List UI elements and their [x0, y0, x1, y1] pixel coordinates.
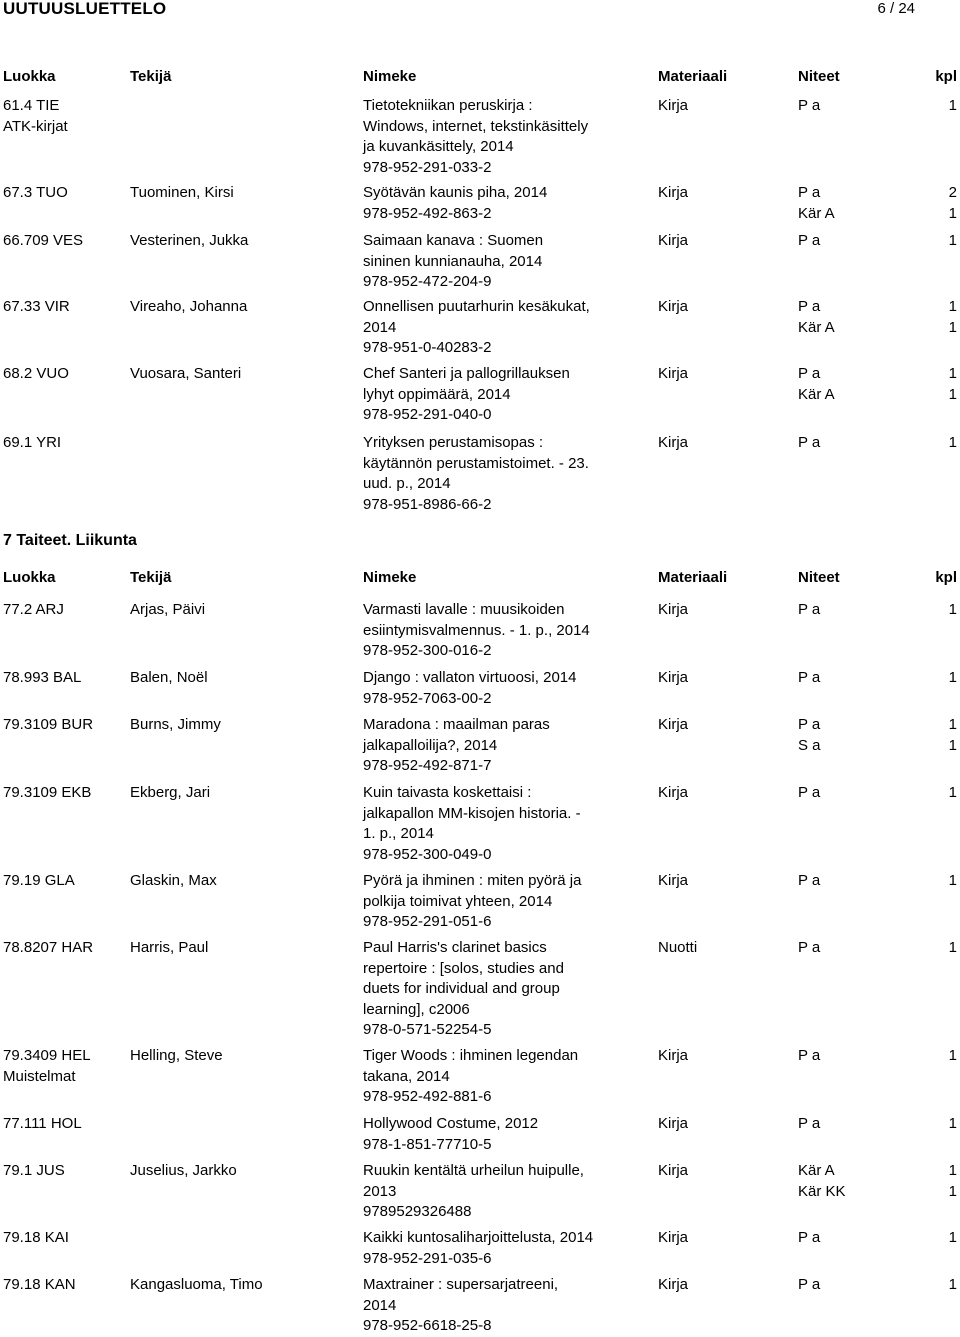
entry-material-line: Kirja	[658, 716, 689, 733]
entry-copies-location	[798, 600, 918, 621]
entry-copies-location-line: Kär A	[798, 1162, 835, 1179]
entry-class	[3, 1228, 128, 1249]
entry-copies-location	[798, 871, 918, 892]
entry-material	[658, 783, 798, 804]
entry-material-line: Kirja	[658, 669, 689, 686]
entry-material-line: Kirja	[658, 434, 689, 451]
entry-copies-location-line: P a	[798, 716, 821, 733]
entry-author-line: Helling, Steve	[130, 1047, 223, 1064]
column-header-row	[0, 67, 960, 87]
entry-copies-location-line: Kär A	[798, 204, 835, 222]
entry-title-line: 9789529326488	[363, 1203, 472, 1220]
entry-title-line: 978-1-851-77710-5	[363, 1135, 492, 1153]
entry-author-line: Juselius, Jarkko	[130, 1162, 237, 1179]
entry-material	[658, 297, 798, 318]
entry-title-line: käytännön perustamistoimet. - 23.	[363, 454, 589, 472]
entry-copies-location-line: P a	[798, 601, 821, 618]
entry-count	[917, 364, 957, 405]
entry-copies-location	[798, 96, 918, 117]
col-header-niteet: Niteet	[798, 68, 840, 85]
entry-class	[3, 871, 128, 892]
entry-count	[917, 783, 957, 804]
entry-author-line: Balen, Noël	[130, 669, 208, 686]
entry-title	[363, 668, 653, 709]
entry-title-line: 2013	[363, 1182, 397, 1200]
entry-class	[3, 938, 128, 959]
entry-material	[658, 1114, 798, 1135]
entry-copies-location-line: P a	[798, 1047, 821, 1064]
entry-author	[130, 231, 360, 252]
entry-title-line: 2014	[363, 318, 397, 336]
entry-copies-location-line: P a	[798, 1276, 821, 1293]
entry-title-line: 2014	[363, 1296, 397, 1314]
section-title: 7 Taiteet. Liikunta	[3, 532, 137, 549]
col-header-luokka: Luokka	[3, 569, 56, 586]
entry-title-line: duets for individual and group	[363, 980, 560, 997]
entry-class	[3, 183, 128, 204]
entry-class	[3, 96, 128, 137]
entry-class-line: 78.8207 HAR	[3, 939, 94, 956]
entry-material	[658, 1228, 798, 1249]
entry-material-line: Kirja	[658, 872, 689, 889]
entry-material	[658, 1161, 798, 1182]
entry-class-line: 79.19 GLA	[3, 872, 75, 889]
entry-count-line: 1	[948, 939, 957, 956]
entry-title	[363, 231, 653, 293]
entry-copies-location	[798, 938, 918, 959]
entry-material	[658, 96, 798, 117]
col-header-niteet: Niteet	[798, 569, 840, 586]
entry-count	[917, 1161, 957, 1202]
entry-material-line: Kirja	[658, 1115, 689, 1132]
entry-title-line: polkija toimivat yhteen, 2014	[363, 892, 553, 910]
entry-author	[130, 600, 360, 621]
entry-title-line: lyhyt oppimäärä, 2014	[363, 385, 511, 403]
entry-class	[3, 231, 128, 252]
entry-count-line: 2	[948, 184, 957, 201]
entry-title-line: Hollywood Costume, 2012	[363, 1115, 539, 1132]
entry-copies-location	[798, 715, 918, 756]
page-header	[0, 0, 960, 20]
entry-class	[3, 600, 128, 621]
entry-material-line: Kirja	[658, 184, 689, 201]
entry-title	[363, 783, 653, 865]
entry-title-line: 978-952-291-051-6	[363, 913, 492, 930]
entry-class-line: ATK-kirjat	[3, 117, 68, 135]
entry-title	[363, 938, 653, 1041]
entry-copies-location-line: P a	[798, 1115, 821, 1132]
entry-count-line: 1	[948, 385, 957, 403]
entry-copies-location	[798, 231, 918, 252]
entry-title-line: takana, 2014	[363, 1067, 450, 1085]
entry-author-line: Burns, Jimmy	[130, 716, 221, 733]
entry-title-line: Yrityksen perustamisopas :	[363, 434, 544, 451]
entry-count	[917, 183, 957, 224]
entry-material-line: Kirja	[658, 601, 689, 618]
entry-title-line: 978-951-8986-66-2	[363, 495, 492, 513]
entry-author-line: Vuosara, Santeri	[130, 365, 242, 382]
entry-material	[658, 183, 798, 204]
entry-material-line: Nuotti	[658, 939, 698, 956]
col-header-kpl: kpl	[935, 569, 957, 586]
entry-title-line: 1. p., 2014	[363, 825, 434, 842]
entry-title	[363, 1161, 653, 1223]
entry-author	[130, 871, 360, 892]
entry-copies-location-line: P a	[798, 939, 821, 956]
entry-class	[3, 783, 128, 804]
entry-copies-location-line: P a	[798, 97, 821, 114]
entry-author	[130, 938, 360, 959]
entry-title	[363, 96, 653, 178]
col-header-materiaali: Materiaali	[658, 569, 728, 586]
entry-title-line: learning], c2006	[363, 1000, 470, 1018]
entry-author	[130, 668, 360, 689]
entry-material	[658, 1046, 798, 1067]
entry-count	[917, 1275, 957, 1296]
entry-class-line: 69.1 YRI	[3, 434, 62, 451]
entry-title	[363, 871, 653, 933]
entry-material-line: Kirja	[658, 298, 689, 315]
entry-title-line: Windows, internet, tekstinkäsittely	[363, 117, 589, 135]
entry-count	[917, 297, 957, 338]
entry-class-line: 78.993 BAL	[3, 669, 82, 686]
entry-count	[917, 433, 957, 454]
entry-copies-location	[798, 783, 918, 804]
entry-title-line: Kuin taivasta koskettaisi :	[363, 784, 532, 801]
entry-title-line: Varmasti lavalle : muusikoiden	[363, 601, 565, 618]
entry-title	[363, 600, 653, 662]
entry-title-line: Saimaan kanava : Suomen	[363, 232, 544, 249]
entry-title-line: 978-952-492-863-2	[363, 204, 492, 222]
col-header-kpl: kpl	[935, 68, 957, 85]
page-number: 6 / 24	[877, 0, 915, 17]
entry-author	[130, 183, 360, 204]
col-header-tekija: Tekijä	[130, 68, 172, 85]
entry-copies-location-line: P a	[798, 872, 821, 889]
entry-material	[658, 668, 798, 689]
entry-title	[363, 297, 653, 359]
entry-author	[130, 1046, 360, 1067]
entry-count-line: 1	[948, 736, 957, 754]
entry-material-line: Kirja	[658, 97, 689, 114]
entry-count-line: 1	[948, 1047, 957, 1064]
entry-material-line: Kirja	[658, 784, 689, 801]
entry-title-line: Tietotekniikan peruskirja :	[363, 97, 533, 114]
entry-copies-location-line: P a	[798, 365, 821, 382]
entry-title	[363, 1046, 653, 1108]
entry-class	[3, 668, 128, 689]
entry-title	[363, 1114, 653, 1155]
entry-class-line: 79.3109 BUR	[3, 716, 94, 733]
entry-title	[363, 433, 653, 515]
entry-material	[658, 1275, 798, 1296]
entry-copies-location-line: P a	[798, 1229, 821, 1246]
entry-title-line: Onnellisen puutarhurin kesäkukat,	[363, 298, 590, 315]
entry-count-line: 1	[948, 872, 957, 889]
entry-material	[658, 231, 798, 252]
entry-title-line: 978-951-0-40283-2	[363, 339, 492, 356]
entry-author-line: Arjas, Päivi	[130, 601, 206, 618]
entry-author	[130, 1275, 360, 1296]
entry-author	[130, 297, 360, 318]
entry-title-line: Ruukin kentältä urheilun huipulle,	[363, 1162, 584, 1179]
entry-class-line: 79.18 KAI	[3, 1229, 69, 1246]
entry-material-line: Kirja	[658, 1162, 689, 1179]
entry-class	[3, 1161, 128, 1182]
entry-title-line: Syötävän kaunis piha, 2014	[363, 184, 548, 201]
entry-copies-location	[798, 1228, 918, 1249]
entry-count	[917, 871, 957, 892]
entry-copies-location-line: S a	[798, 736, 821, 754]
entry-title-line: Kaikki kuntosaliharjoittelusta, 2014	[363, 1229, 594, 1246]
entry-copies-location	[798, 183, 918, 224]
entry-title	[363, 1228, 653, 1269]
col-header-nimeke: Nimeke	[363, 569, 417, 586]
col-header-nimeke: Nimeke	[363, 68, 417, 85]
entry-material-line: Kirja	[658, 232, 689, 249]
entry-title-line: 978-952-291-033-2	[363, 158, 492, 176]
entry-class	[3, 433, 128, 454]
entry-material	[658, 871, 798, 892]
entry-author-line: Vesterinen, Jukka	[130, 232, 249, 249]
entry-author	[130, 364, 360, 385]
entry-copies-location-line: Kär KK	[798, 1182, 846, 1200]
entry-title-line: Pyörä ja ihminen : miten pyörä ja	[363, 872, 582, 889]
entry-title-line: Maxtrainer : supersarjatreeni,	[363, 1276, 559, 1293]
entry-count	[917, 231, 957, 252]
entry-class	[3, 297, 128, 318]
entry-title-line: 978-952-492-881-6	[363, 1088, 492, 1105]
entry-class-line: 79.3109 EKB	[3, 784, 92, 801]
entry-copies-location	[798, 1161, 918, 1202]
entry-material-line: Kirja	[658, 365, 689, 382]
entry-material	[658, 715, 798, 736]
entry-count	[917, 1228, 957, 1249]
entry-class-line: 67.33 VIR	[3, 298, 70, 315]
entry-title-line: sininen kunnianauha, 2014	[363, 252, 543, 270]
entry-title	[363, 715, 653, 777]
col-header-tekija: Tekijä	[130, 569, 172, 586]
entry-copies-location-line: Kär A	[798, 385, 835, 403]
entry-title-line: uud. p., 2014	[363, 475, 451, 492]
entry-title-line: ja kuvankäsittely, 2014	[363, 138, 514, 155]
entry-title	[363, 364, 653, 426]
entry-count-line: 1	[948, 97, 957, 114]
entry-count-line: 1	[948, 365, 957, 382]
entry-class-line: 79.1 JUS	[3, 1162, 65, 1179]
entry-copies-location	[798, 1275, 918, 1296]
entry-count	[917, 938, 957, 959]
entry-count-line: 1	[948, 204, 957, 222]
entry-author-line: Tuominen, Kirsi	[130, 184, 234, 201]
entry-title-line: 978-952-472-204-9	[363, 273, 492, 290]
entry-count-line: 1	[948, 232, 957, 249]
entry-author-line: Kangasluoma, Timo	[130, 1276, 263, 1293]
entry-count-line: 1	[948, 318, 957, 336]
entry-copies-location	[798, 433, 918, 454]
entry-copies-location-line: Kär A	[798, 318, 835, 336]
entry-count-line: 1	[948, 298, 957, 315]
entry-copies-location	[798, 1046, 918, 1067]
entry-class	[3, 1114, 128, 1135]
entry-title-line: 978-952-291-040-0	[363, 406, 492, 423]
entry-count-line: 1	[948, 601, 957, 618]
entry-class-line: 79.18 KAN	[3, 1276, 76, 1293]
entry-class-line: 77.111 HOL	[3, 1115, 82, 1132]
entry-count-line: 1	[948, 716, 957, 733]
column-header-row-2	[0, 568, 960, 588]
entry-count-line: 1	[948, 434, 957, 451]
entry-title-line: 978-952-300-016-2	[363, 642, 492, 659]
entry-title-line: Paul Harris's clarinet basics	[363, 939, 547, 956]
entry-count-line: 1	[948, 1229, 957, 1246]
entry-title-line: jalkapalloilija?, 2014	[363, 736, 498, 754]
entry-count-line: 1	[948, 1182, 957, 1200]
entry-title	[363, 183, 653, 224]
entry-title-line: Maradona : maailman paras	[363, 716, 550, 733]
entry-class-line: 66.709 VES	[3, 232, 84, 249]
entry-title-line: repertoire : [solos, studies and	[363, 959, 564, 977]
entry-copies-location	[798, 364, 918, 405]
entry-title-line: 978-952-6618-25-8	[363, 1317, 492, 1334]
entry-title	[363, 1275, 653, 1337]
col-header-luokka: Luokka	[3, 68, 56, 85]
entry-author-line: Glaskin, Max	[130, 872, 217, 889]
entry-count-line: 1	[948, 1276, 957, 1293]
entry-title-line: 978-0-571-52254-5	[363, 1021, 492, 1038]
entry-class	[3, 1046, 128, 1087]
entry-title-line: 978-952-7063-00-2	[363, 689, 492, 707]
entry-material	[658, 938, 798, 959]
entry-author-line: Vireaho, Johanna	[130, 298, 248, 315]
entry-material	[658, 433, 798, 454]
entry-material-line: Kirja	[658, 1229, 689, 1246]
entry-copies-location-line: P a	[798, 669, 821, 686]
entry-count	[917, 600, 957, 621]
entry-copies-location	[798, 668, 918, 689]
entry-count	[917, 96, 957, 117]
entry-title-line: 978-952-300-049-0	[363, 845, 492, 863]
col-header-materiaali: Materiaali	[658, 68, 728, 85]
entry-class-line: 61.4 TIE	[3, 97, 60, 114]
entry-title-line: 978-952-492-871-7	[363, 757, 492, 774]
entry-class-line: 77.2 ARJ	[3, 601, 64, 618]
entry-class-line: 79.3409 HEL	[3, 1047, 91, 1064]
entry-copies-location-line: P a	[798, 184, 821, 201]
entry-copies-location	[798, 297, 918, 338]
entry-author	[130, 715, 360, 736]
entry-class-line: Muistelmat	[3, 1067, 76, 1085]
entry-count-line: 1	[948, 669, 957, 686]
entry-author-line: Harris, Paul	[130, 939, 209, 956]
entry-class-line: 68.2 VUO	[3, 365, 69, 382]
entry-copies-location-line: P a	[798, 298, 821, 315]
entry-title-line: Django : vallaton virtuoosi, 2014	[363, 669, 577, 686]
entry-title-line: esiintymisvalmennus. - 1. p., 2014	[363, 621, 590, 639]
entry-material-line: Kirja	[658, 1276, 689, 1293]
entry-material-line: Kirja	[658, 1047, 689, 1064]
entry-title-line: 978-952-291-035-6	[363, 1249, 492, 1267]
entry-count	[917, 1046, 957, 1067]
entry-count-line: 1	[948, 1115, 957, 1132]
entry-class-line: 67.3 TUO	[3, 184, 68, 201]
entry-class	[3, 715, 128, 736]
entry-copies-location-line: P a	[798, 232, 821, 249]
entry-material	[658, 364, 798, 385]
entry-count-line: 1	[948, 784, 957, 801]
entry-count	[917, 668, 957, 689]
entry-author-line: Ekberg, Jari	[130, 784, 211, 801]
entry-title-line: Chef Santeri ja pallogrillauksen	[363, 365, 570, 382]
entry-copies-location	[798, 1114, 918, 1135]
document-title: UUTUUSLUETTELO	[3, 0, 167, 18]
entry-class	[3, 364, 128, 385]
entry-title-line: jalkapallon MM-kisojen historia. -	[363, 804, 581, 822]
entry-copies-location-line: P a	[798, 784, 821, 801]
entry-copies-location-line: P a	[798, 434, 821, 451]
entry-material	[658, 600, 798, 621]
entry-author	[130, 1161, 360, 1182]
entry-count	[917, 1114, 957, 1135]
entry-count-line: 1	[948, 1162, 957, 1179]
entry-count	[917, 715, 957, 756]
entry-title-line: Tiger Woods : ihminen legendan	[363, 1047, 579, 1064]
entry-author	[130, 783, 360, 804]
entry-class	[3, 1275, 128, 1296]
